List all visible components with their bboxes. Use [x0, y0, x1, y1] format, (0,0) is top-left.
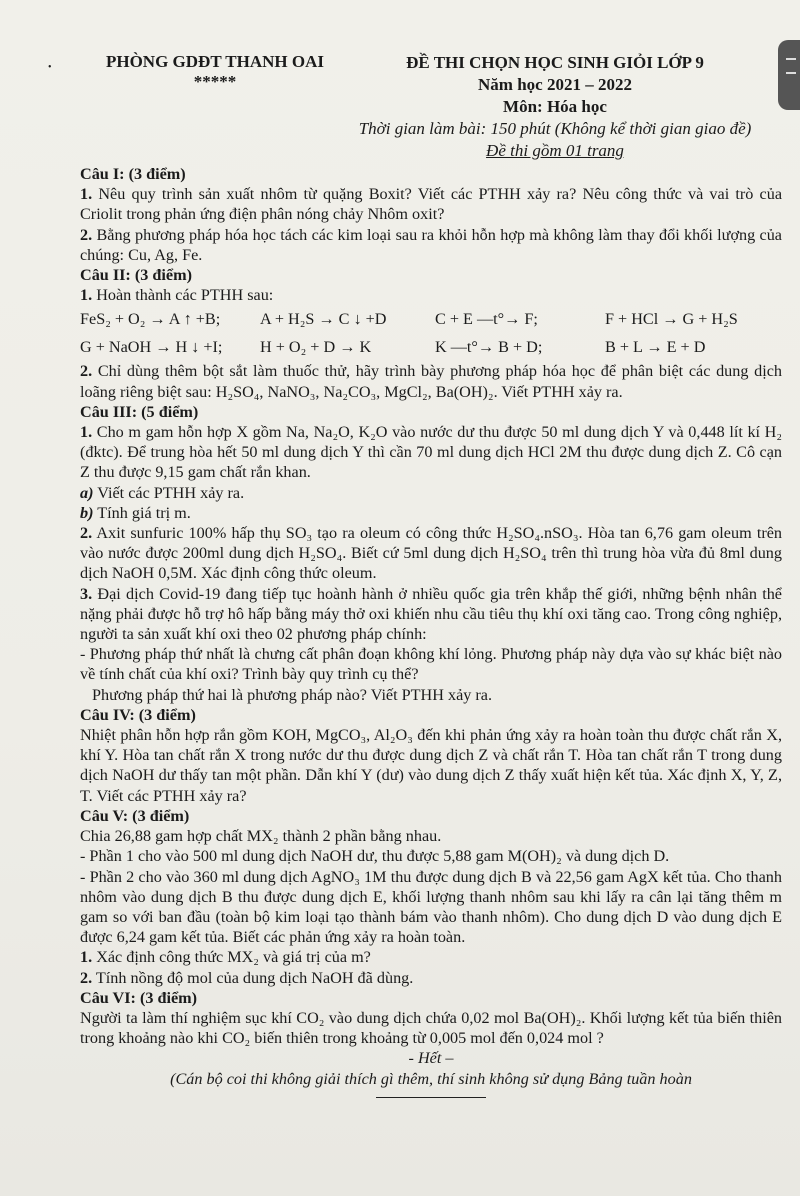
q2-part1: 1. Hoàn thành các PTHH sau: [80, 286, 274, 305]
equation: G + NaOH → H ↓ +I; [80, 338, 223, 357]
q5-title: Câu V: (3 điểm) [80, 806, 190, 825]
divider [376, 1097, 486, 1098]
equation: A + H₂S → C ↓ +D [260, 310, 387, 329]
q5-ask2: 2. Tính nồng độ mol của dung dịch NaOH đã dùng. [80, 968, 414, 987]
proctor-note: (Cán bộ coi thi không giải thích gì thêm, thí sinh không sử dụng Bảng tuần hoàn [170, 1069, 692, 1088]
q5-intro: Chia 26,88 gam hợp chất MX₂ thành 2 phần bằng nhau. [80, 827, 442, 846]
equation: K —t°→ B + D; [435, 338, 543, 357]
duration: Thời gian làm bài: 150 phút (Không kể thời gian giao đề) [358, 119, 752, 138]
end-marker: - Hết – [408, 1049, 454, 1068]
equation: H + O₂ + D → K [260, 338, 372, 357]
stars: ***** [193, 72, 237, 91]
q5-ask1: 1. Xác định công thức MX₂ và giá trị của m? [80, 948, 371, 967]
equation: FeS₂ + O₂ → A ↑ +B; [80, 310, 221, 329]
header-left [80, 52, 350, 92]
q6-text: Người ta làm thí nghiệm sục khí CO₂ vào dung dịch chứa 0,02 mol Ba(OH)₂. Khối lượng kết tủa biến thiên trong khoảng nào khi CO₂ biến thiên trong khoảng từ 0,005 mol đến 0,024 mol ? [80, 1008, 782, 1048]
q5-part2: - Phần 2 cho vào 360 ml dung dịch AgNO₃ 1M thu được dung dịch B và 22,56 gam AgX kết tủa. Cho thanh nhôm vào dung dịch B thu được dung dịch E, khối lượng thanh nhôm sau khi lấy ra cân lại tăng thêm m gam so với ban đầu (toàn bộ kim loại tạo thành bám vào thanh nhôm). Cho dung dịch D vào dung dịch E được 6,24 gam kết tủa. Biết các phản ứng xảy ra hoàn toàn. [80, 867, 782, 947]
q1-part2: 2. Bằng phương pháp hóa học tách các kim loại sau ra khỏi hỗn hợp mà không làm thay đổi khối lượng của chúng: Cu, Ag, Fe. [80, 225, 782, 264]
q2-part2: 2. Chỉ dùng thêm bột sắt làm thuốc thử, hãy trình bày phương pháp hóa học để phân biệt các dung dịch loãng riêng biệt sau: H₂SO₄, NaNO₃, Na₂CO₃, MgCl₂, Ba(OH)₂. Viết PTHH xảy ra. [80, 362, 783, 401]
equation-row-1 [80, 305, 782, 333]
q6-title: Câu VI: (3 điểm) [80, 988, 198, 1007]
header-right [320, 52, 790, 162]
q1-part1: 1. Nêu quy trình sản xuất nhôm từ quặng Boxit? Viết các PTHH xảy ra? Nêu công thức và vai trò của Criolit trong phản ứng điện phân nóng chảy Nhôm oxit? [80, 185, 783, 224]
q4-text: Nhiệt phân hỗn hợp rắn gồm KOH, MgCO₃, Al₂O₃ đến khi phản ứng xảy ra hoàn toàn thu được chất rắn X, khí Y. Hòa tan chất rắn X trong nước dư thu được dung dịch Z và chất rắn T. Hòa tan chất rắn T trong dung dịch NaOH dư thấy tan một phần. Dẫn khí Y (dư) vào dung dịch Z thấy xuất hiện kết tủa. Xác định X, Y, Z, T. Viết các PTHH xảy ra? [80, 726, 782, 805]
equation-row-2 [80, 333, 782, 361]
exam-title: ĐỀ THI CHỌN HỌC SINH GIỎI LỚP 9 [406, 53, 704, 72]
equation: F + HCl → G + H₂S [605, 310, 738, 329]
q3-title: Câu III: (5 điểm) [80, 402, 199, 421]
equation: C + E —t°→ F; [435, 310, 538, 329]
q1-title: Câu I: (3 điểm) [80, 165, 186, 183]
q3-part1a: a) Viết các PTHH xảy ra. [80, 483, 245, 502]
page-count: Đề thi gồm 01 trang [486, 141, 624, 160]
school-year: Năm học 2021 – 2022 [478, 75, 632, 94]
q3-part1: 1. Cho m gam hỗn hợp X gồm Na, Na₂O, K₂O vào nước dư thu được 50 ml dung dịch Y và 0,448 lít kí H₂ (đktc). Để trung hòa hết 50 ml dung dịch Y thì cần 70 ml dung dịch HCl 2M thu được dung dịch Z. Cô cạn Z thu được 9,15 gam chất rắn khan. [80, 423, 783, 482]
q3-part3: 3. Đại dịch Covid-19 đang tiếp tục hoành hành ở nhiều quốc gia trên khắp thế giới, những bệnh nhân thể nặng phải được hỗ trợ hô hấp bằng máy thở oxi khiến nhu cầu tiêu thụ khí oxi tăng cao. Trong công nghiệp, người ta sản xuất khí oxi theo 02 phương pháp chính: [80, 584, 782, 644]
exam-content [80, 164, 782, 1098]
q3-part3-line2: - Phương pháp thứ nhất là chưng cất phân đoạn không khí lỏng. Phương pháp này dựa vào sự khác biệt nào về tính chất của khí oxi? Trình bày quy trình cụ thể? [80, 645, 782, 684]
bullet-dot: • [48, 62, 52, 73]
q4-title: Câu IV: (3 điểm) [80, 705, 196, 724]
q3-part3-line3: Phương pháp thứ hai là phương pháp nào? Viết PTHH xảy ra. [92, 685, 493, 704]
q2-title: Câu II: (3 điểm) [80, 266, 192, 285]
q3-part2: 2. Axit sunfuric 100% hấp thụ SO₃ tạo ra oleum có công thức H₂SO₄.nSO₃. Hòa tan 6,76 gam oleum trên vào nước được 200ml dung dịch H₂SO₄. Biết cứ 5ml dung dịch H₂SO₄ trên thì trung hòa vừa đủ 8ml dung dịch NaOH 0,5M. Xác định công thức oleum. [80, 524, 782, 583]
equation: B + L → E + D [605, 338, 706, 357]
q5-part1: - Phần 1 cho vào 500 ml dung dịch NaOH dư, thu được 5,88 gam M(OH)₂ và dung dịch D. [80, 847, 670, 866]
office-name: PHÒNG GDĐT THANH OAI [105, 52, 325, 71]
q3-part1b: b) Tính giá trị m. [80, 503, 191, 522]
subject: Môn: Hóa học [503, 97, 607, 116]
